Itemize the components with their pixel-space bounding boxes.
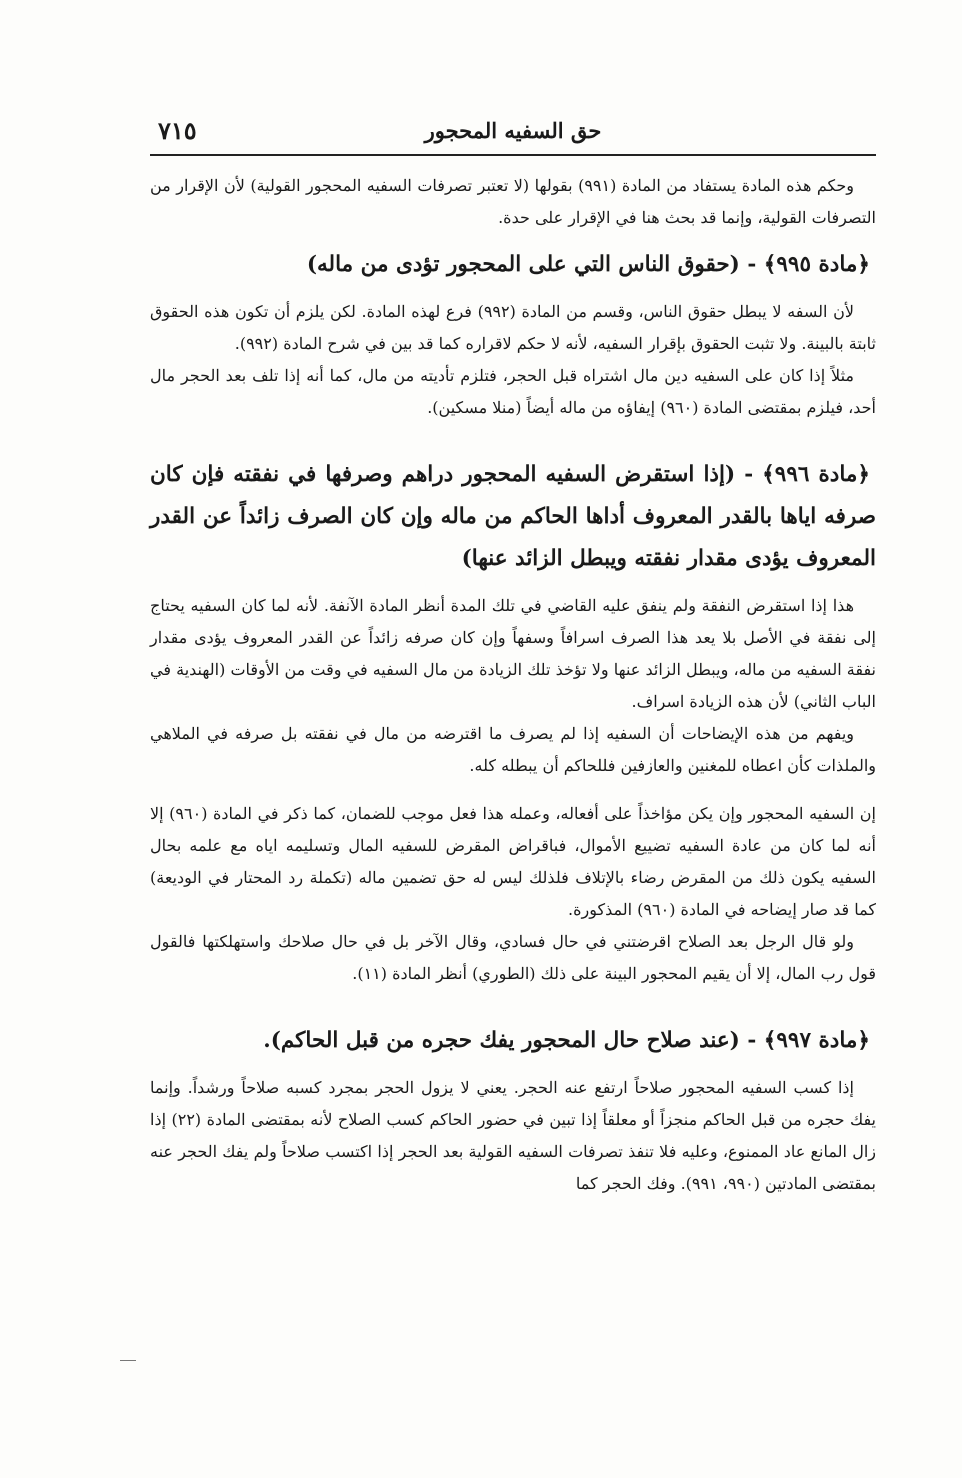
page-header: [150, 108, 876, 156]
page-number: ٧١٥: [158, 116, 197, 145]
page-body: [150, 170, 876, 1200]
paragraph: إذا كسب السفيه المحجور صلاحاً ارتفع عنه الحجر. يعني لا يزول الحجر بمجرد كسبه صلاحاً ورشداً. وإنما يفك حجره من قبل الحاكم منجزاً أو معلقاً إذا تبين في حضور الحاكم كسب الصلاح لأنه بمقتضى المادة (٢٢) إذا زال المانع عاد الممنوع، وعليه فلا تنفذ تصرفات السفيه القولية بعد الحجر إذا اكتسب صلاحاً ولم يفك الحجر عنه بمقتضى المادتين (٩٩٠، ٩٩١). وفك الحجر كما: [150, 1078, 877, 1193]
article-heading-995: ﴿مادة ٩٩٥﴾ - (حقوق الناس التي على المحجور تؤدى من ماله): [306, 252, 870, 277]
article-heading-997: ﴿مادة ٩٩٧﴾ - (عند صلاح حال المحجور يفك حجره من قبل الحاكم).: [263, 1028, 870, 1053]
paragraph: مثلاً إذا كان على السفيه دين مال اشتراه قبل الحجر، فتلزم تأديته من مال، كما أنه إذا تلف بعد الحجر مال أحد، فيلزم بمقتضى المادة (٩٦٠) إيفاؤه من ماله أيضاً (منلا مسكين).: [150, 366, 876, 417]
article-heading-996: ﴿مادة ٩٩٦﴾ - (إذا استقرض السفيه المحجور دراهم وصرفها في نفقته فإن كان صرفه اياها بالقدر المعروف أداها الحاكم من ماله وإن كان الصرف زائداً عن القدر المعروف يؤدى مقدار نفقته ويبطل الزائد عنها): [150, 462, 876, 571]
paragraph: هذا إذا استقرض النفقة ولم ينفق عليه القاضي في تلك المدة أنظر المادة الآنفة. لأنه لما كان السفيه يحتاج إلى نفقة في الأصل بلا يعد هذا الصرف اسرافاً وسفهاً وإن كان صرفه زائداً عن القدر المعروف يؤدى مقدار نفقة السفيه من ماله، ويبطل الزائد عنها ولا تؤخذ تلك الزيادة من مال السفيه في وقت من الأوقات (الهندية في الباب الثاني) لأن هذه الزيادة اسراف.: [150, 596, 876, 711]
paragraph: وحكم هذه المادة يستفاد من المادة (٩٩١) بقولها (لا تعتبر تصرفات السفيه المحجور القولية) لأن الإقرار من التصرفات القولية، وإنما قد بحث هنا في الإقرار على حدة.: [150, 176, 876, 227]
running-title: حق السفيه المحجور: [424, 118, 602, 143]
paragraph: ويفهم من هذه الإيضاحات أن السفيه إذا لم يصرف ما اقترضه من مال في نفقته بل صرفه في الملاهي والملذات كأن اعطاه للمغنين والعازفين فللحاكم أن يبطله كله.: [150, 724, 876, 775]
margin-mark: [120, 1360, 136, 1361]
paragraph: إن السفيه المحجور وإن يكن مؤاخذاً على أفعاله، وعمله هذا فعل موجب للضمان، كما ذكر في المادة (٩٦٠) إلا أنه لما كان من عادة السفيه تضييع الأموال، فباقراض المقرض للسفيه المال وتسليمه اياه مع علمه بحال السفيه يكون ذلك من المقرض رضاء بالإتلاف فلذلك ليس له حق تضمين ماله (تكملة رد المحتار في الوديعة) كما قد صار إيضاحه في المادة (٩٦٠) المذكورة.: [150, 804, 876, 919]
paragraph: لأن السفه لا يبطل حقوق الناس، وقسم من المادة (٩٩٢) فرع لهذه المادة. لكن يلزم أن تكون هذه الحقوق ثابتة بالبينة. ولا تثبت الحقوق بإقرار السفيه، لأنه لا حكم لاقراره كما قد بين في شرح المادة (٩٩٢).: [150, 302, 876, 353]
paragraph: ولو قال الرجل بعد الصلاح اقرضتني في حال فسادي، وقال الآخر بل في حال صلاحك واستهلكتها فالقول قول رب المال، إلا أن يقيم المحجور البينة على ذلك (الطوري) أنظر المادة (١١).: [150, 932, 876, 983]
